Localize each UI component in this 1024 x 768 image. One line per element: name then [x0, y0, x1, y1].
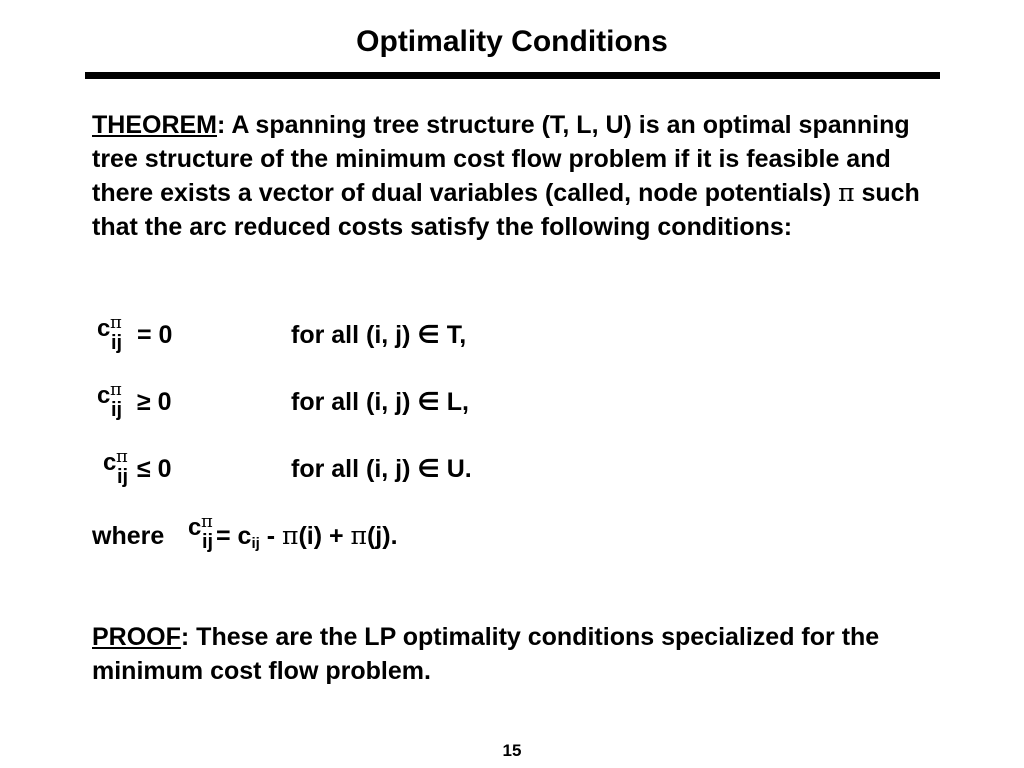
reduced-cost-subscript: ij [111, 332, 123, 354]
definition-expression [216, 521, 398, 559]
condition-arc-set: for all (i, j) ∈ L, [291, 388, 469, 416]
condition-lower-arcs [97, 379, 597, 427]
proof-label: PROOF [92, 623, 181, 651]
reduced-cost-c: c [97, 315, 111, 342]
definition-pi-i: π [282, 521, 299, 550]
reduced-cost-subscript: ij [117, 466, 129, 488]
theorem-text-before-pi: : A spanning tree structure (T, L, U) is an optimal spanning tree structure of the minimum cost flow problem if it is feasible and there exists a vector of dual variables (called, node potentials) [92, 111, 910, 207]
definition-eq: = c [216, 522, 252, 550]
condition-relation: ≥ 0 [137, 388, 172, 416]
theorem-text-after-pi: such that the arc reduced costs satisfy the following conditions: [92, 179, 920, 241]
reduced-cost-pi: π [110, 312, 122, 333]
reduced-cost-pi: π [116, 446, 128, 467]
condition-upper-arcs [103, 446, 603, 494]
reduced-cost-pi: π [201, 511, 213, 532]
slide-title: Optimality Conditions [356, 25, 668, 58]
definition-minus: - [259, 522, 283, 550]
reduced-cost-c: c [103, 449, 117, 476]
definition-i-part: (i) + [298, 522, 351, 550]
reduced-cost-subscript: ij [111, 399, 123, 421]
definition-j-part: (j). [366, 522, 398, 550]
definition-cost-subscript: ij [251, 535, 260, 552]
condition-relation: = 0 [137, 321, 173, 349]
reduced-cost-pi: π [110, 379, 122, 400]
definition-pi-j: π [350, 521, 367, 550]
theorem-label: THEOREM [92, 111, 217, 139]
page-number: 15 [502, 741, 522, 760]
condition-arc-set: for all (i, j) ∈ U. [291, 455, 472, 483]
reduced-cost-symbol [97, 312, 137, 360]
reduced-cost-c: c [188, 514, 202, 541]
condition-arc-set: for all (i, j) ∈ T, [291, 321, 467, 349]
theorem-paragraph [92, 108, 952, 244]
proof-paragraph [92, 620, 962, 688]
theorem-pi-symbol: π [838, 178, 855, 207]
proof-text: : These are the LP optimality conditions specialized for the minimum cost flow problem. [92, 623, 880, 685]
condition-tree-arcs [97, 312, 597, 360]
title-divider [85, 72, 940, 79]
reduced-cost-definition [92, 511, 692, 559]
reduced-cost-subscript: ij [202, 531, 214, 553]
condition-relation: ≤ 0 [137, 455, 172, 483]
reduced-cost-c: c [97, 382, 111, 409]
where-label: where [92, 522, 165, 550]
reduced-cost-symbol [97, 379, 137, 427]
